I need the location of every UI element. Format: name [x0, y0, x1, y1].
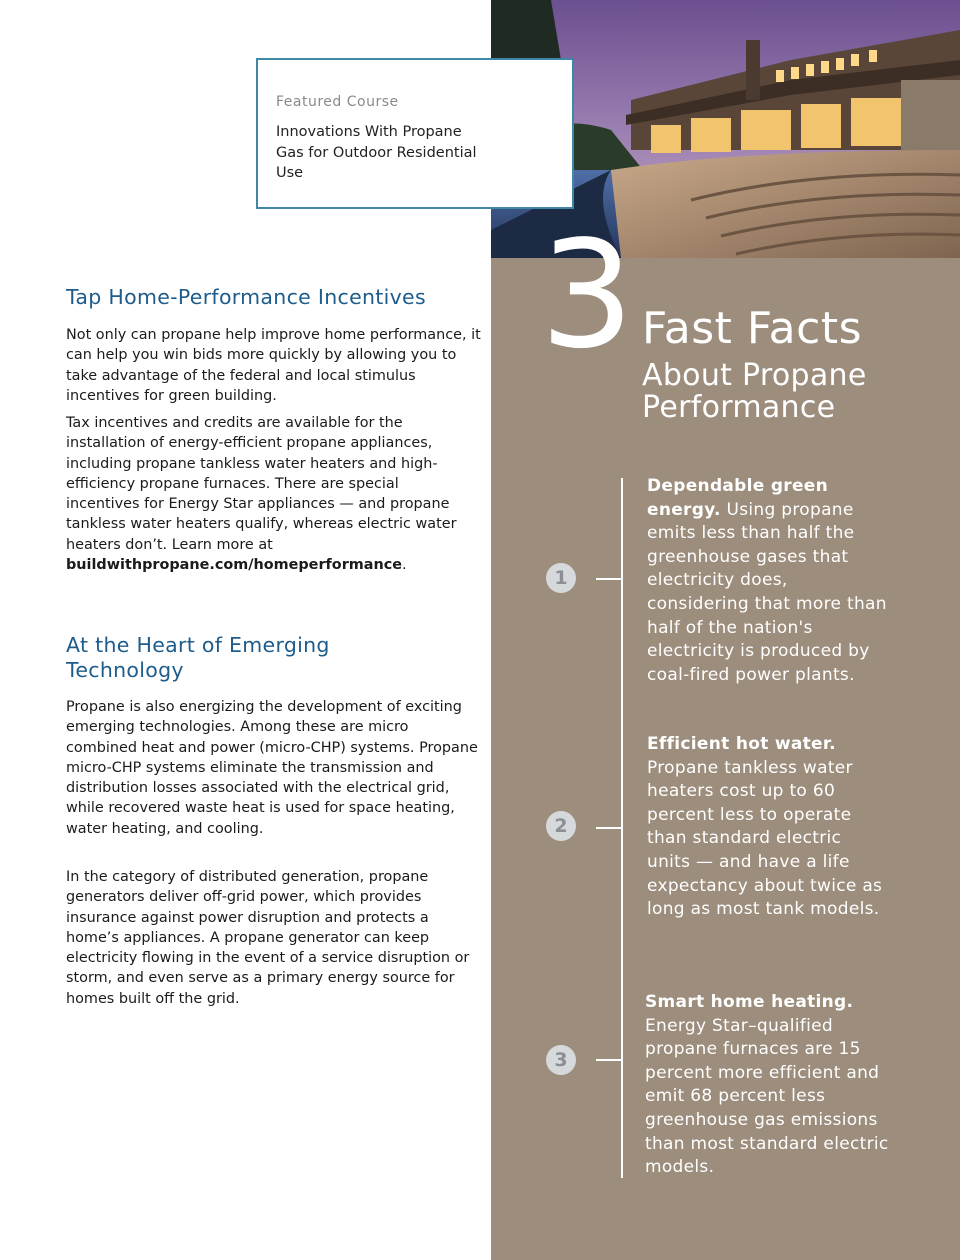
incentives-paragraph-1: Not only can propane help improve home performance, it can help you win bids more quickly by allowing you to take advantage of the federal and local stimulus incentives for green building. — [66, 327, 481, 404]
incentives-paragraph-2 — [66, 413, 461, 575]
timeline-tick-2 — [596, 827, 622, 829]
featured-course-label: Featured Course — [276, 94, 399, 110]
incentives-paragraph-2-text: Tax incentives and credits are available for the installation of energy-efficient propane appliances, including propane tankless water heaters and high-efficiency propane furnaces. There are special incentives for Energy Star appliances — and propane tankless water heaters qualify, whereas electric water heaters don’t. Learn more at — [66, 415, 457, 553]
timeline-tick-3 — [596, 1059, 622, 1061]
fact-3 — [645, 991, 905, 1180]
fast-facts-number: 3 — [540, 209, 635, 381]
section-heading-incentives: Tap Home-Performance Incentives — [66, 285, 426, 309]
emerging-paragraph-1: Propane is also energizing the development of exciting emerging technologies. Among these are micro combined heat and power (micro-CHP) systems. Propane micro-CHP systems eliminate the transmission and distribution losses associated with the electrical grid, while recovered waste heat is used for space heating, water heating, and cooling. — [66, 699, 478, 837]
fact-2-lead: Efficient hot water. — [647, 734, 836, 754]
fact-2-body: Propane tankless water heaters cost up to 60 percent less to operate than standard electric units — and have a life expectancy about twice as long as most tank models. — [647, 757, 883, 920]
timeline-tick-1 — [596, 578, 622, 580]
fact-1-lead: Dependable green energy. — [647, 476, 829, 520]
fact-badge-1: 1 — [546, 563, 576, 593]
fact-2 — [647, 733, 887, 922]
fact-3-lead: Smart home heating. — [645, 992, 854, 1012]
fact-3-body: Energy Star–qualified propane furnaces are 15 percent more efficient and emit 68 percent less greenhouse gas emissions than most standard electric models. — [645, 1015, 889, 1178]
fact-1 — [647, 475, 892, 687]
fast-facts-subtitle: About Propane Performance — [642, 358, 867, 425]
buildwithpropane-link[interactable]: buildwithpropane.com/homeperformance — [66, 557, 403, 574]
fact-badge-2: 2 — [546, 811, 576, 841]
featured-course-box — [256, 58, 574, 209]
fact-badge-3: 3 — [546, 1045, 576, 1075]
featured-course-title: Innovations With Propane Gas for Outdoor Residential Use — [276, 124, 477, 181]
fast-facts-title: Fast Facts — [642, 303, 862, 354]
section-heading-emerging-technology: At the Heart of Emerging Technology — [66, 633, 330, 682]
fact-1-body: Using propane emits less than half the greenhouse gases that electricity does, considering that more than half of the nation's electricity is produced by coal-fired power plants. — [647, 499, 887, 685]
emerging-paragraph-2: In the category of distributed generation, propane generators deliver off-grid power, which provides insurance against power disruption and protects a home’s appliances. A propane generator can keep electricity flowing in the event of a service disruption or storm, and even serve as a primary energy source for homes built off the grid. — [66, 869, 470, 1007]
link-suffix: . — [402, 557, 407, 574]
